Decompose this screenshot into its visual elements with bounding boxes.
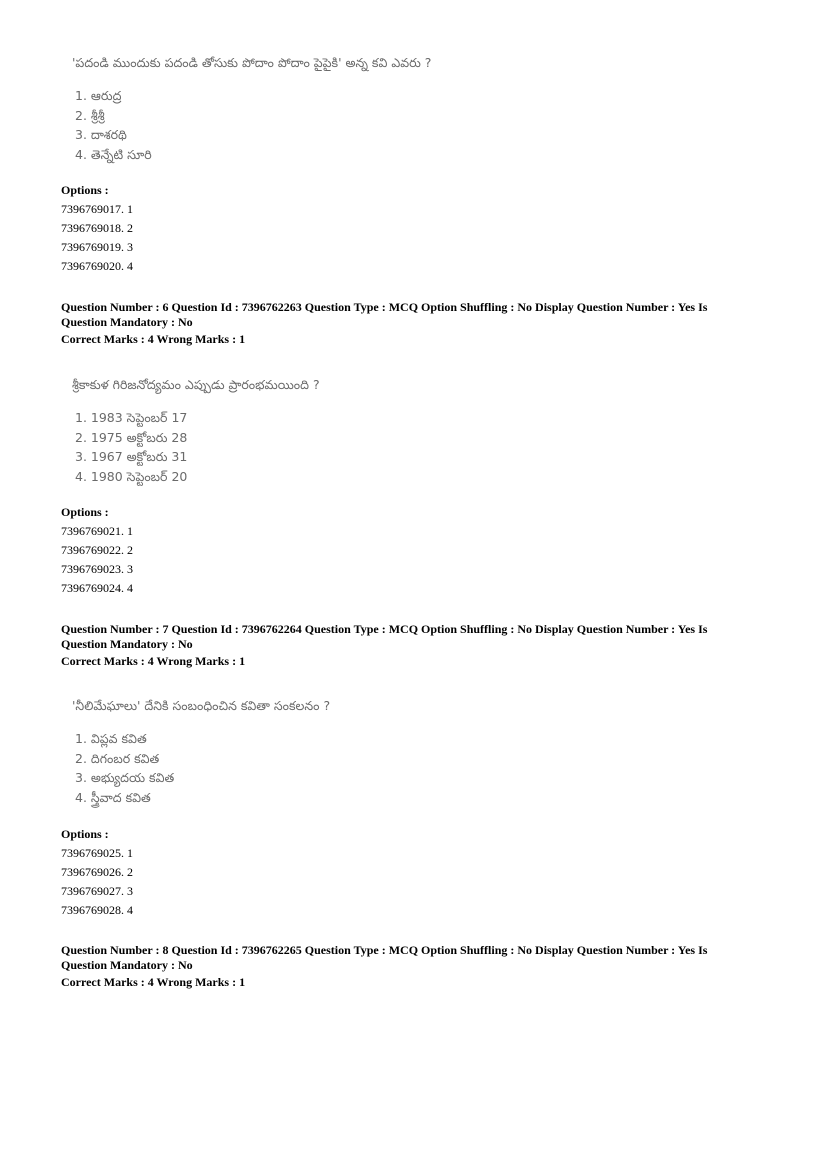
choice-list xyxy=(72,408,320,486)
choice-item: 3. అభ్యుదయ కవిత xyxy=(75,770,175,785)
choice-item: 1. ఆరుద్ర xyxy=(75,88,122,103)
question-7-header xyxy=(61,622,751,669)
options-block-q5 xyxy=(61,181,133,276)
question-marks: Correct Marks : 4 Wrong Marks : 1 xyxy=(61,332,246,346)
question-mandatory: Question Mandatory : No xyxy=(61,636,193,651)
question-meta-line: Question Number : 7 Question Id : 7396762264 Question Type : MCQ Option Shuffling : No Display Question Number : Yes Is xyxy=(61,622,708,636)
question-mandatory: Question Mandatory : No xyxy=(61,314,193,329)
option-item: 7396769024. 4 xyxy=(61,581,133,595)
choice-item: 4. 1980 సెప్టెంబర్ 20 xyxy=(75,468,188,484)
option-item: 7396769028. 4 xyxy=(61,903,133,917)
question-marks: Correct Marks : 4 Wrong Marks : 1 xyxy=(61,654,246,668)
choice-item: 2. శ్రీశ్రీ xyxy=(75,107,105,123)
choice-list xyxy=(72,729,330,807)
choice-item: 2. 1975 అక్టోబరు 28 xyxy=(75,429,188,445)
question-mandatory: Question Mandatory : No xyxy=(61,957,193,972)
choice-item: 2. దిగంబర కవిత xyxy=(75,750,160,766)
options-label: Options : xyxy=(61,827,109,841)
question-8-header xyxy=(61,943,751,990)
choice-item: 1. విప్లవ కవిత xyxy=(75,731,147,746)
choice-item: 1. 1983 సెప్టెంబర్ 17 xyxy=(75,410,188,425)
question-marks: Correct Marks : 4 Wrong Marks : 1 xyxy=(61,975,246,989)
choice-item: 4. స్త్రీవాద కవిత xyxy=(75,789,151,805)
option-item: 7396769020. 4 xyxy=(61,259,133,273)
question-7-image xyxy=(72,696,330,807)
choice-item: 3. 1967 అక్టోబరు 31 xyxy=(75,449,188,464)
choice-item: 4. తెన్నేటి సూరి xyxy=(75,146,152,162)
option-item: 7396769023. 3 xyxy=(61,562,133,576)
option-item: 7396769026. 2 xyxy=(61,865,133,879)
choice-list xyxy=(72,86,431,164)
question-meta-line: Question Number : 6 Question Id : 7396762263 Question Type : MCQ Option Shuffling : No Display Question Number : Yes Is xyxy=(61,300,708,314)
option-item: 7396769021. 1 xyxy=(61,524,133,538)
option-item: 7396769019. 3 xyxy=(61,240,133,254)
question-text: 'పదండి ముందుకు పదండి తోసుకు పోదాం పోదాం పైపైకి' అన్న కవి ఎవరు ? xyxy=(72,55,432,70)
choice-item: 3. దాశరథి xyxy=(75,127,127,142)
question-text: శ్రీకాకుళ గిరిజనోద్యమం ఎప్పుడు ప్రారంభమయింది ? xyxy=(72,377,320,392)
options-label: Options : xyxy=(61,505,109,519)
question-6-header xyxy=(61,300,751,347)
question-5-image xyxy=(72,53,431,164)
options-label: Options : xyxy=(61,183,109,197)
question-6-image xyxy=(72,375,320,486)
question-meta-line: Question Number : 8 Question Id : 7396762265 Question Type : MCQ Option Shuffling : No Display Question Number : Yes Is xyxy=(61,943,708,957)
question-text: 'నీలిమేఘాలు' దేనికి సంబంధించిన కవితా సంకలనం ? xyxy=(72,698,331,713)
option-item: 7396769017. 1 xyxy=(61,202,133,216)
options-block-q7 xyxy=(61,825,133,920)
option-item: 7396769025. 1 xyxy=(61,846,133,860)
option-item: 7396769027. 3 xyxy=(61,884,133,898)
option-item: 7396769018. 2 xyxy=(61,221,133,235)
option-item: 7396769022. 2 xyxy=(61,543,133,557)
options-block-q6 xyxy=(61,503,133,598)
